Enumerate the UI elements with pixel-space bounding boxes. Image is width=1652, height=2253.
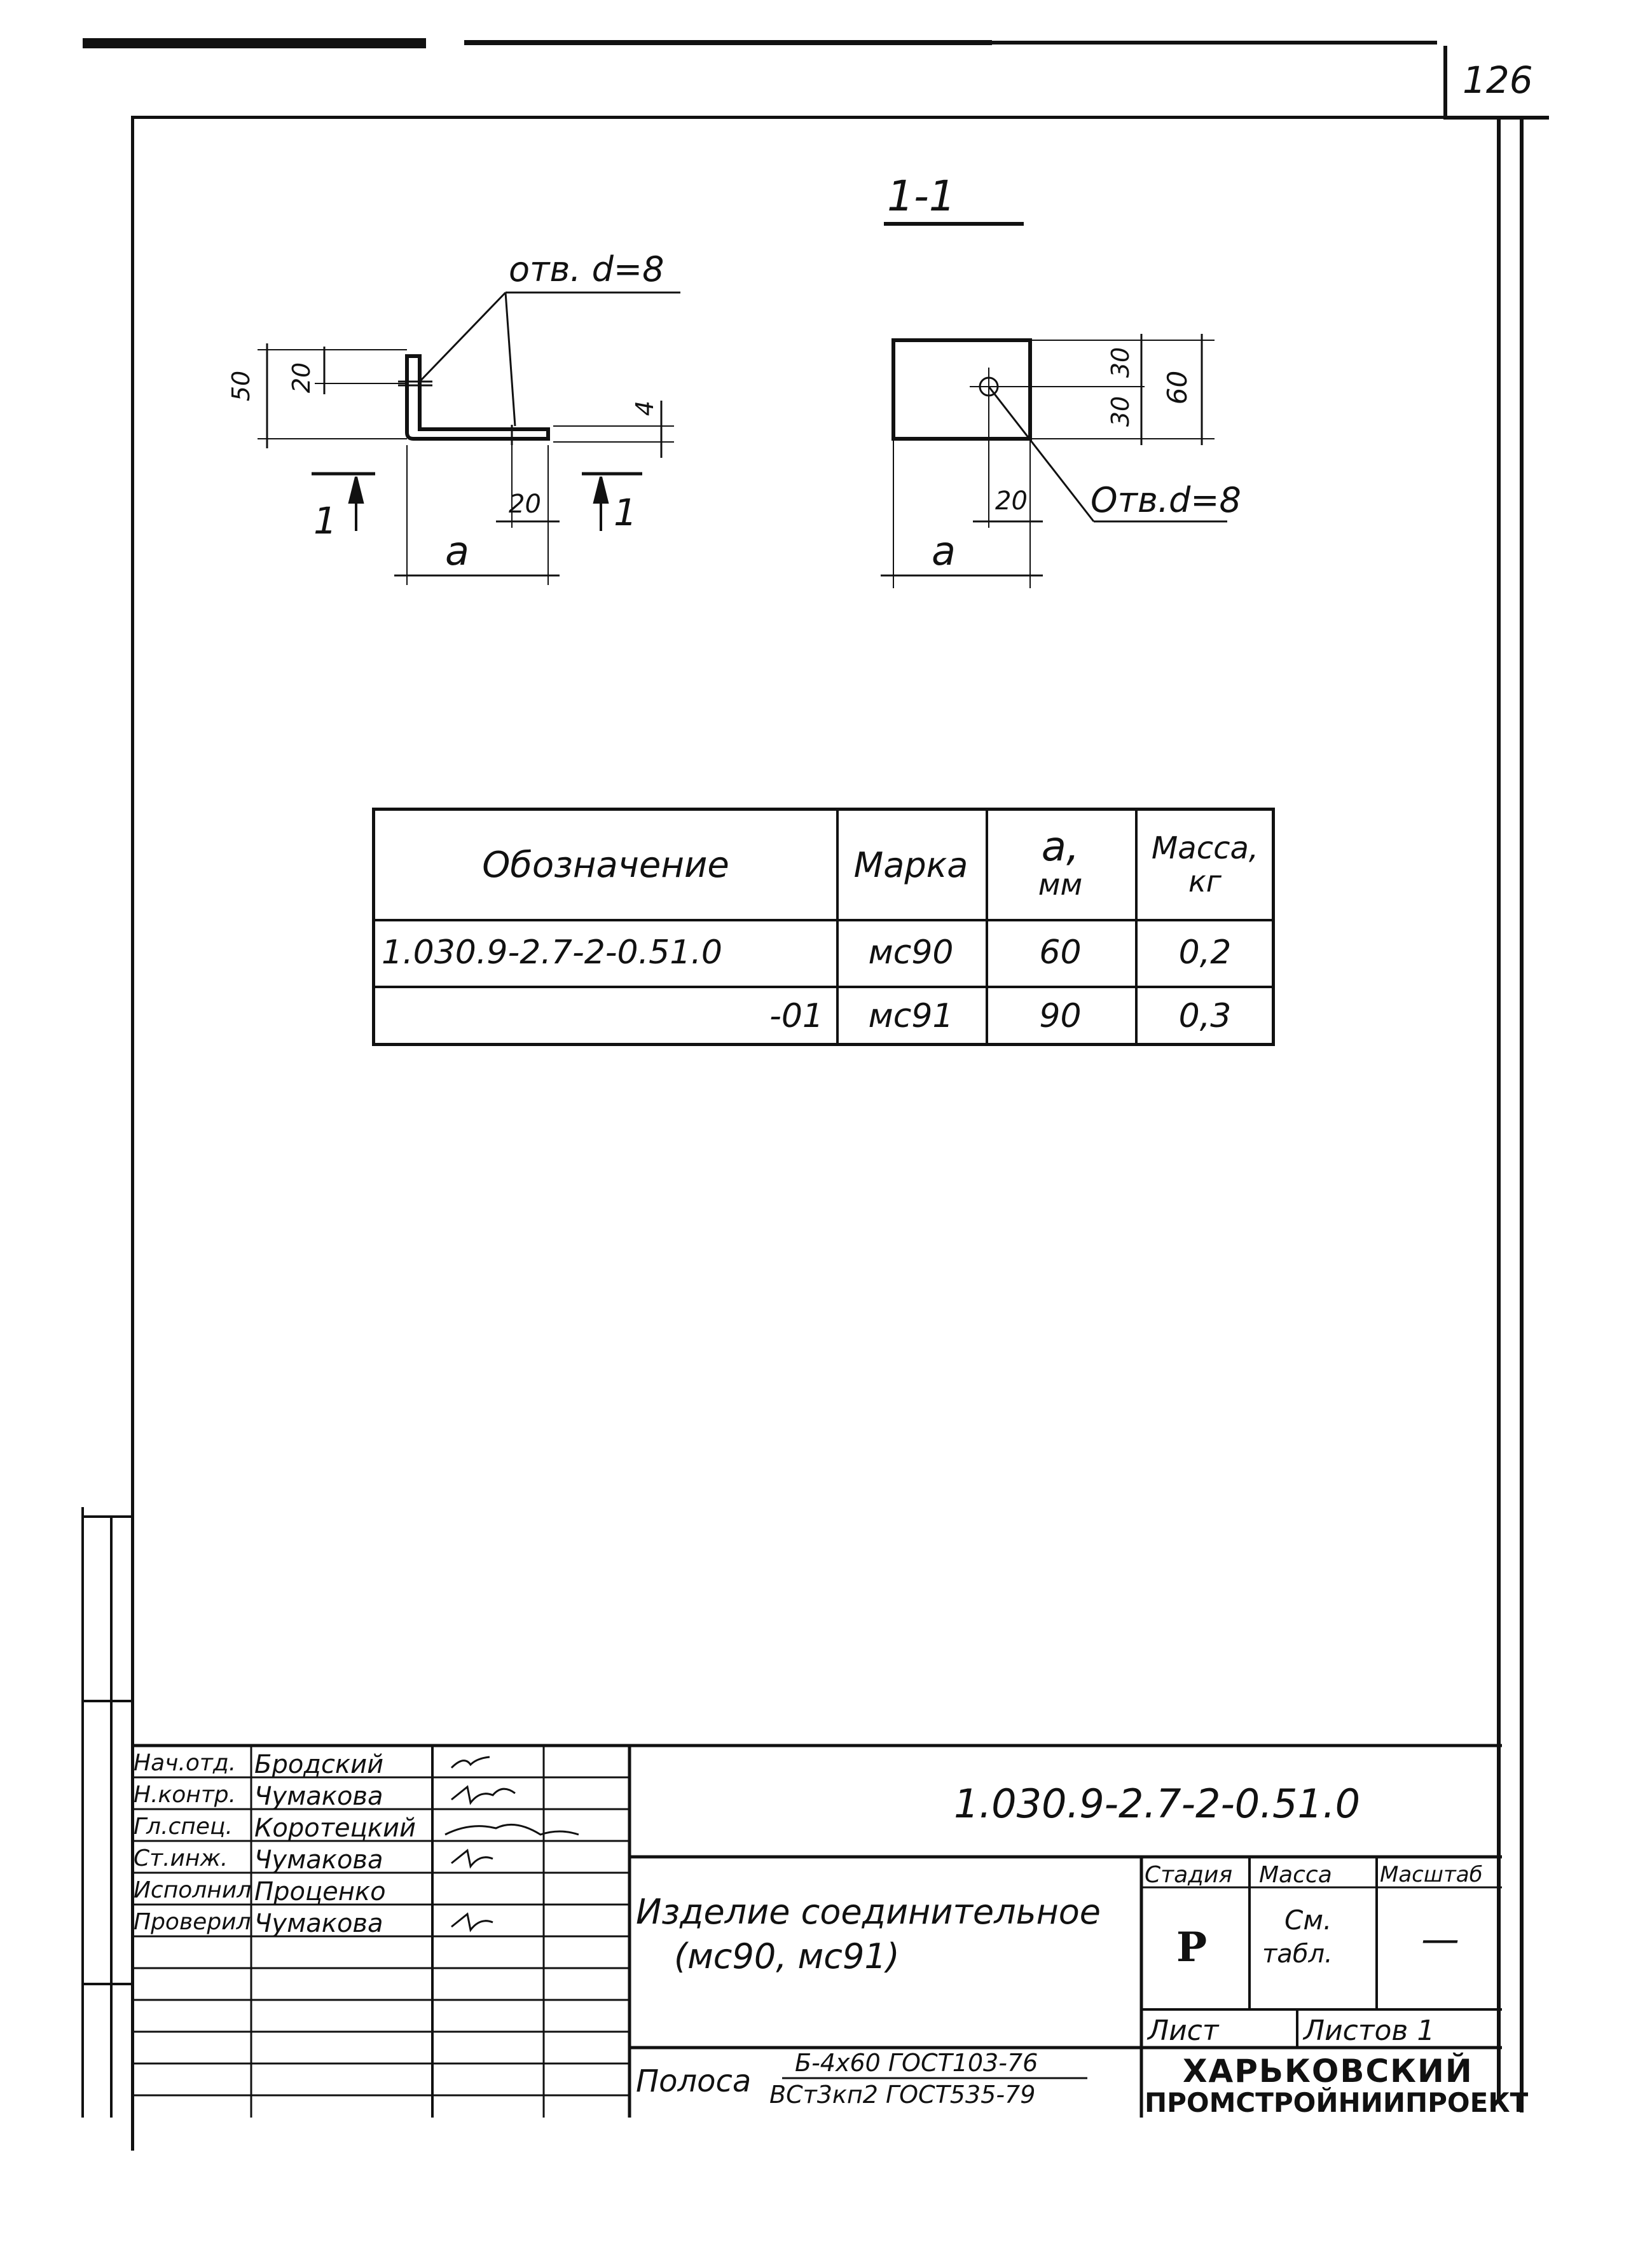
mass-header: Масса <box>1259 1862 1332 1888</box>
stage-header: Стадия <box>1145 1862 1233 1888</box>
scale-value: — <box>1421 1917 1459 1962</box>
dim-hole-height-20: 20 <box>287 362 316 394</box>
product-name-line1: Изделие соединительное <box>636 1892 1101 1932</box>
sig-role: Н.контр. <box>134 1782 237 1808</box>
material-top: Б-4х60 ГОСТ103-76 <box>795 2049 1038 2077</box>
mass-value-line2: табл. <box>1262 1940 1333 1969</box>
sig-role: Нач.отд. <box>134 1750 237 1776</box>
row1-mass: 0,2 <box>1178 933 1232 972</box>
dim-upper-30: 30 <box>1106 347 1135 378</box>
mass-value-line1: См. <box>1284 1905 1332 1936</box>
sig-role: Гл.спец. <box>134 1814 233 1840</box>
sig-role: Проверил <box>134 1909 251 1935</box>
right-dim-hole-offset-20: 20 <box>995 486 1028 516</box>
dim-height-50: 50 <box>227 370 256 402</box>
product-name-line2: (мс90, мс91) <box>674 1936 900 1976</box>
page-number: 126 <box>1463 59 1533 102</box>
sig-name: Проценко <box>254 1877 386 1906</box>
dim-total-60: 60 <box>1162 370 1194 405</box>
dim-lower-30: 30 <box>1106 396 1135 427</box>
header-mark: Марка <box>853 844 968 885</box>
header-mass-label: Масса, <box>1151 830 1259 867</box>
row1-mark: мс90 <box>868 933 954 972</box>
material-label: Полоса <box>636 2064 752 2099</box>
sheets-label: Листов 1 <box>1304 2015 1435 2047</box>
sheet-label: Лист <box>1148 2015 1219 2047</box>
row1-designation: 1.030.9-2.7-2-0.51.0 <box>382 933 722 972</box>
right-hole-note: Отв.d=8 <box>1091 480 1241 520</box>
row1-a: 60 <box>1039 933 1082 972</box>
header-a-unit: мм <box>1038 867 1083 902</box>
sig-name: Бродский <box>254 1750 384 1779</box>
cut-mark-right: 1 <box>614 491 637 534</box>
dim-thickness-4: 4 <box>631 400 659 417</box>
section-label: 1-1 <box>887 172 956 221</box>
organization-line1: ХАРЬКОВСКИЙ <box>1183 2053 1473 2090</box>
sig-name: Чумакова <box>254 1782 383 1811</box>
row2-a: 90 <box>1039 996 1082 1035</box>
row2-mark: мс91 <box>868 996 954 1035</box>
scale-header: Масштаб <box>1380 1862 1483 1887</box>
sig-role: Исполнил <box>134 1877 252 1903</box>
header-mass-unit: кг <box>1188 864 1222 899</box>
left-hole-note: отв. d=8 <box>509 249 664 289</box>
dim-length-a: a <box>445 528 469 574</box>
sig-role: Ст.инж. <box>134 1845 228 1871</box>
header-a-symbol: a, <box>1041 823 1080 871</box>
row2-mass: 0,3 <box>1178 996 1232 1035</box>
material-bottom: ВСт3кп2 ГОСТ535-79 <box>769 2081 1036 2109</box>
cut-mark-left: 1 <box>313 499 337 542</box>
stage-value: Р <box>1176 1924 1208 1971</box>
sig-name: Коротецкий <box>254 1814 416 1843</box>
sig-name: Чумакова <box>254 1845 383 1875</box>
organization-line2: ПРОМСТРОЙНИИПРОЕКТ <box>1145 2087 1529 2118</box>
sig-name: Чумакова <box>254 1909 383 1938</box>
document-code: 1.030.9-2.7-2-0.51.0 <box>954 1781 1361 1827</box>
header-designation: Обозначение <box>482 844 729 886</box>
dim-hole-offset-20: 20 <box>509 490 541 519</box>
right-dim-length-a: a <box>932 528 956 574</box>
handwritten-signatures <box>432 1746 585 1943</box>
row2-designation: -01 <box>769 996 823 1035</box>
